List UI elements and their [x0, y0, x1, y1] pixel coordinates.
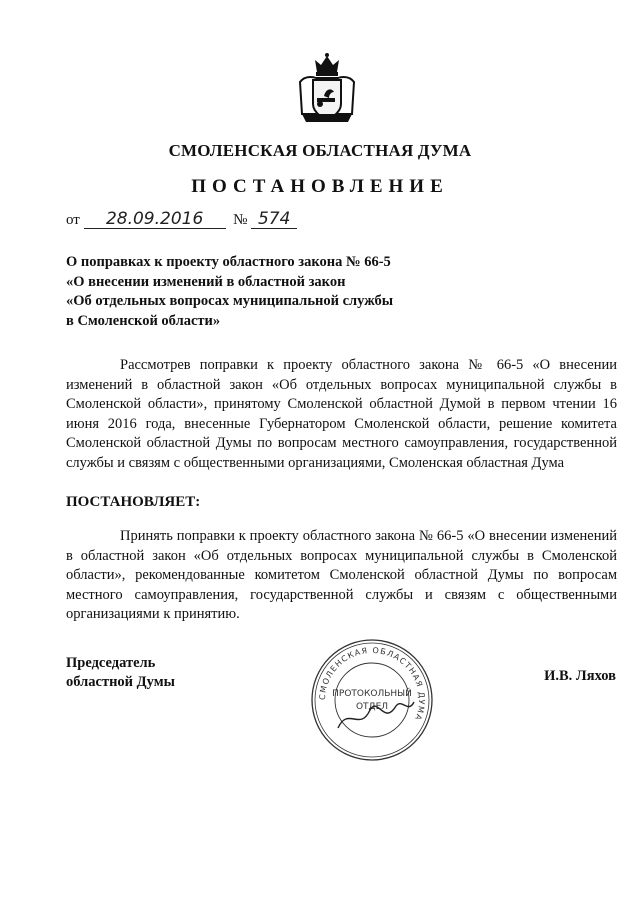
- signatory-title-line: областной Думы: [66, 674, 175, 690]
- signatory-name: И.В. Ляхов: [544, 668, 616, 684]
- stamp-center-line: ОТДЕЛ: [355, 702, 389, 712]
- date-number-line: [66, 210, 297, 229]
- organization-name: СМОЛЕНСКАЯ ОБЛАСТНАЯ ДУМА: [168, 141, 472, 160]
- signatory-title: [66, 654, 175, 692]
- resolution-paragraph: Принять поправки к проекту областного закона № 66-5 «О внесении изменений в областной закон «Об отдельных вопросах муниципальной службы в Смоленской области», рекомендованные комитетом Смоленской областной Думы по вопросам местного самоуправления, государственной службы и связям с общественными организациями к принятию.: [66, 528, 617, 622]
- subject-line: «О внесении изменений в областной закон: [66, 273, 346, 290]
- date-prefix: от: [66, 212, 80, 228]
- stamp-center-line: ПРОТОКОЛЬНЫЙ: [332, 689, 412, 699]
- subject-line: в Смоленской области»: [66, 312, 221, 329]
- document-subject: [66, 253, 393, 331]
- preamble-paragraph: Рассмотрев поправки к проекту областного закона № 66-5 «О внесении изменений в областной закон «Об отдельных вопросах муниципальной службы в Смоленской области», принятому Смоленской областной Думой в первом чтении 16 июня 2016 года, внесенные Губернатором Смоленской области, решение комитета Смоленской областной Думы по вопросам местного самоуправления, государственной службы и связям с общественными организациями, Смоленская областная Дума: [66, 357, 617, 471]
- number-prefix: №: [233, 212, 248, 228]
- resolves-heading: ПОСТАНОВЛЯЕТ:: [66, 494, 201, 510]
- subject-line: «Об отдельных вопросах муниципальной службы: [66, 293, 394, 309]
- official-stamp: [308, 636, 436, 764]
- signatory-title-line: Председатель: [66, 655, 156, 671]
- subject-line: О поправках к проекту областного закона № 66-5: [66, 254, 391, 270]
- coat-of-arms-emblem: [296, 52, 358, 128]
- stamp-ring-text: СМОЛЕНСКАЯ ОБЛАСТНАЯ ДУМА: [317, 645, 427, 723]
- document-type-heading: ПОСТАНОВЛЕНИЕ: [191, 176, 449, 197]
- handwritten-number: 574: [251, 210, 297, 229]
- handwritten-date: 28.09.2016: [84, 210, 226, 229]
